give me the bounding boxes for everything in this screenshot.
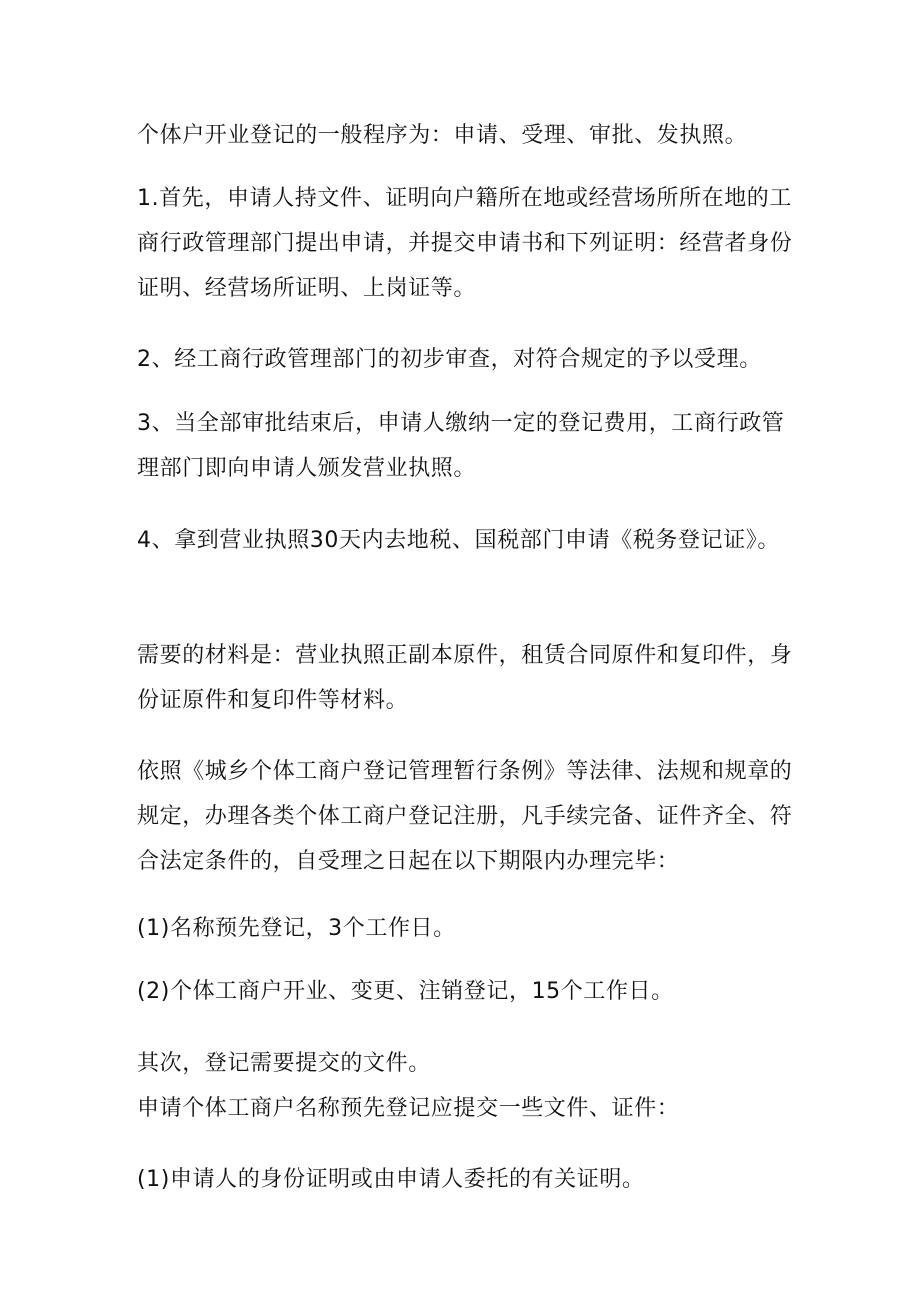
paragraph-step-2: 2、经工商行政管理部门的初步审查，对符合规定的予以受理。 — [137, 347, 762, 372]
paragraph-intro: 个体户开业登记的一般程序为：申请、受理、审批、发执照。 — [137, 123, 748, 148]
paragraph-deadline-1: (1)名称预先登记，3个工作日。 — [137, 916, 456, 941]
paragraph-deadline-2: (2)个体工商户开业、变更、注销登记，15个工作日。 — [137, 979, 674, 1004]
paragraph-materials: 需要的材料是：营业执照正副本原件，租赁合同原件和复印件，身份证原件和复印件等材料。 — [137, 643, 793, 713]
paragraph-step-1: 1.首先，申请人持文件、证明向户籍所在地或经营场所所在地的工商行政管理部门提出申请，并提交申请书和下列证明：经营者身份证明、经营场所证明、上岗证等。 — [137, 186, 793, 301]
paragraph-step-3: 3、当全部审批结束后，申请人缴纳一定的登记费用，工商行政管理部门即向申请人颁发营业执照。 — [137, 411, 785, 481]
paragraph-step-4: 4、拿到营业执照30天内去地税、国税部门申请《税务登记证》。 — [137, 528, 780, 553]
paragraph-documents-intro: 申请个体工商户名称预先登记应提交一些文件、证件： — [137, 1096, 680, 1121]
paragraph-regulation: 依照《城乡个体工商户登记管理暂行条例》等法律、法规和规章的规定，办理各类个体工商户登记注册，凡手续完备、证件齐全、符合法定条件的，自受理之日起在以下期限内办理完毕： — [137, 759, 793, 874]
paragraph-documents-heading: 其次，登记需要提交的文件。 — [137, 1051, 431, 1076]
paragraph-documents-item-1: (1)申请人的身份证明或由申请人委托的有关证明。 — [137, 1167, 645, 1192]
